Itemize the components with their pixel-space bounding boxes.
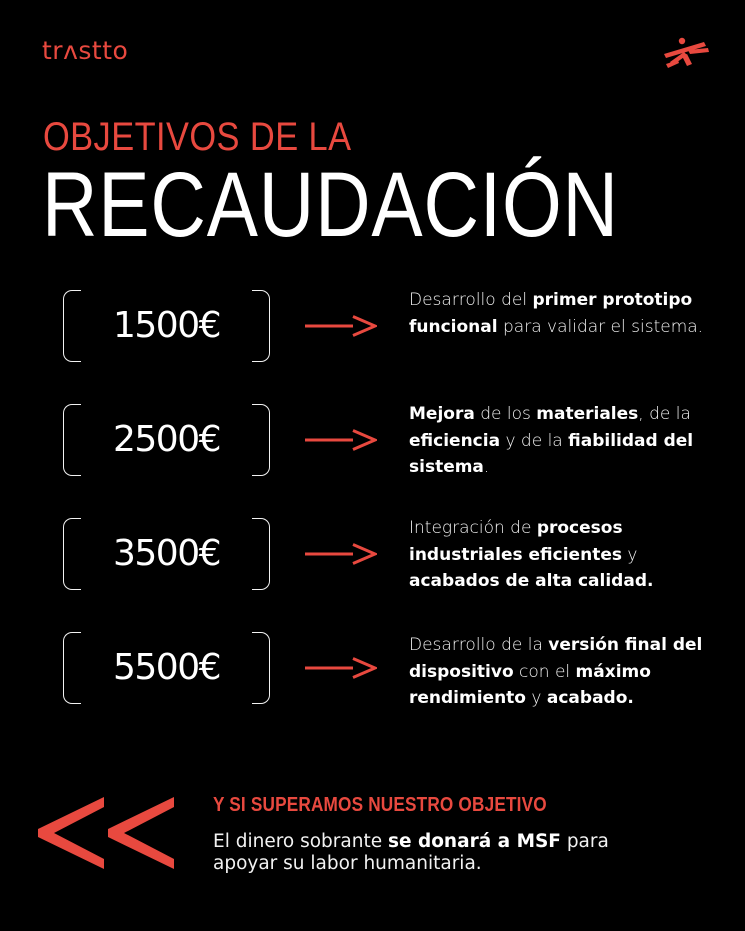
goal-description: [409, 632, 729, 712]
text-segment: Desarrollo del: [409, 290, 533, 310]
emphasis-text: primer prototipo funcional: [409, 290, 693, 337]
goal-description: [409, 515, 729, 595]
text-segment: y: [621, 544, 638, 565]
emphasis-text: acabado.: [546, 688, 634, 708]
amount-box: [63, 404, 270, 476]
text-segment: El dinero sobrante: [213, 831, 388, 852]
logo: trʌstto: [42, 36, 129, 65]
text-segment: de los: [474, 404, 537, 424]
goal-amount: 3500€: [112, 533, 221, 574]
title-line-1: OBJETIVOS DE LA: [43, 115, 352, 159]
emphasis-text: se donará a MSF: [387, 831, 561, 852]
emphasis-text: procesos industriales eficientes: [409, 518, 623, 565]
emphasis-text: Mejora: [409, 404, 475, 424]
text-segment: con el: [513, 661, 576, 682]
text-segment: Integración de: [409, 518, 537, 538]
amount-box: [63, 518, 270, 590]
double-chevron-left-icon: [38, 797, 178, 869]
footer-text: [213, 831, 673, 875]
text-segment: Desarrollo de la: [409, 635, 549, 655]
text-segment: para apoyar su labor humanitaria.: [213, 831, 609, 874]
page-title: RECAUDACIÓN: [42, 154, 619, 256]
arrow-right-icon: [305, 429, 377, 451]
arrow-right-icon: [305, 315, 377, 337]
text-segment: y de la: [500, 430, 569, 451]
emphasis-text: materiales: [536, 404, 639, 424]
text-segment: y: [526, 688, 547, 708]
text-segment: , de la: [638, 404, 691, 424]
emphasis-text: versión final del dispositivo: [409, 635, 703, 682]
goal-amount: 1500€: [112, 305, 221, 346]
arrow-right-icon: [305, 657, 377, 679]
footer-heading: Y SI SUPERAMOS NUESTRO OBJETIVO: [213, 794, 547, 816]
emphasis-text: fiabilidad del sistema: [409, 430, 694, 477]
amount-box: [63, 632, 270, 704]
arrow-right-icon: [305, 543, 377, 565]
goal-amount: 5500€: [112, 647, 221, 688]
emphasis-text: máximo rendimiento: [409, 661, 651, 708]
text-segment: para validar el sistema.: [497, 316, 704, 337]
msf-logo-icon: [660, 36, 710, 70]
text-segment: .: [483, 457, 490, 477]
emphasis-text: acabados de alta calidad.: [409, 571, 654, 591]
amount-box: [63, 290, 270, 362]
goal-description: [409, 401, 729, 481]
emphasis-text: eficiencia: [409, 430, 501, 451]
goal-description: [409, 287, 729, 340]
goal-amount: 2500€: [112, 419, 221, 460]
